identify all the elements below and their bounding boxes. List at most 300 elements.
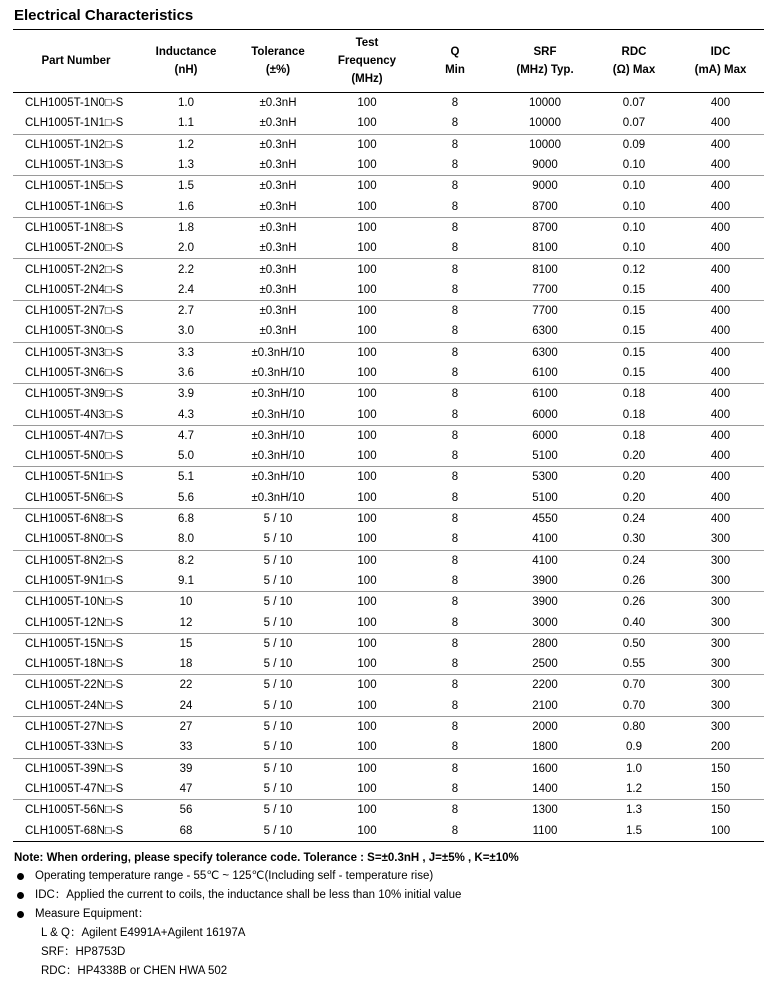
- q-min-cell: 8: [411, 633, 499, 654]
- part-number-cell: CLH1005T-2N0□-S: [25, 242, 124, 255]
- part-number-cell: CLH1005T-27N□-S: [13, 716, 139, 737]
- part-number-cell: CLH1005T-1N6□-S: [25, 200, 124, 213]
- tolerance-cell: 5 / 10: [263, 741, 293, 754]
- inductance-cell: 3.0: [178, 325, 194, 338]
- rdc-cell: 0.10: [591, 217, 677, 238]
- idc-cell: 400: [710, 97, 731, 110]
- rdc-cell: 0.07: [622, 97, 646, 110]
- tolerance-cell: 5 / 10: [233, 633, 323, 654]
- part-number-cell: CLH1005T-1N8□-S: [13, 217, 139, 238]
- rdc-cell: 0.70: [622, 699, 646, 712]
- q-min-cell: 8: [411, 758, 499, 779]
- bullet-icon: [17, 873, 24, 880]
- table-row: [13, 675, 764, 696]
- q-min-cell: 8: [451, 574, 459, 587]
- inductance-cell: 6.8: [139, 508, 233, 529]
- header-srf: SRF (MHz) Typ.: [499, 30, 591, 93]
- srf-cell: 5100: [532, 491, 558, 504]
- q-min-cell: 8: [451, 491, 459, 504]
- idc-cell: 400: [710, 325, 731, 338]
- part-number-cell: CLH1005T-3N9□-S: [13, 384, 139, 405]
- srf-cell: 6000: [532, 408, 558, 421]
- table-row: [13, 404, 764, 425]
- rdc-cell: 0.18: [591, 384, 677, 405]
- part-number-cell: CLH1005T-15N□-S: [13, 633, 139, 654]
- inductance-cell: 47: [179, 782, 193, 795]
- rdc-cell: 0.18: [591, 425, 677, 446]
- tolerance-cell: ±0.3nH/10: [251, 450, 305, 463]
- srf-cell: 2000: [499, 716, 591, 737]
- table-row: [13, 342, 764, 363]
- tolerance-cell: 5 / 10: [233, 508, 323, 529]
- tolerance-cell: ±0.3nH: [233, 134, 323, 155]
- q-min-cell: 8: [451, 699, 459, 712]
- table-row: [13, 280, 764, 301]
- part-number-cell: CLH1005T-1N5□-S: [13, 176, 139, 197]
- part-number-cell: CLH1005T-39N□-S: [13, 758, 139, 779]
- test-frequency-cell: 100: [357, 97, 377, 110]
- part-number-cell: CLH1005T-68N□-S: [13, 820, 139, 841]
- inductance-cell: 8.2: [139, 550, 233, 571]
- tolerance-cell: 5 / 10: [263, 574, 293, 587]
- tolerance-cell: 5 / 10: [263, 658, 293, 671]
- tolerance-cell: 5 / 10: [263, 699, 293, 712]
- tolerance-cell: 5 / 10: [263, 533, 293, 546]
- q-min-cell: 8: [411, 592, 499, 613]
- idc-cell: 300: [710, 533, 731, 546]
- table-row: [13, 384, 764, 405]
- inductance-cell: 15: [139, 633, 233, 654]
- test-frequency-cell: 100: [323, 176, 411, 197]
- srf-cell: 3900: [499, 592, 591, 613]
- part-number-cell: CLH1005T-1N0□-S: [25, 97, 124, 110]
- tolerance-cell: 5 / 10: [233, 716, 323, 737]
- q-min-cell: 8: [411, 467, 499, 488]
- table-row: [13, 300, 764, 321]
- table-row: [13, 217, 764, 238]
- idc-cell: 400: [677, 259, 764, 280]
- rdc-cell: 0.20: [622, 450, 646, 463]
- tolerance-cell: 5 / 10: [233, 758, 323, 779]
- part-number-cell: CLH1005T-18N□-S: [25, 658, 124, 671]
- q-min-cell: 8: [411, 675, 499, 696]
- idc-cell: 300: [710, 699, 731, 712]
- test-frequency-cell: 100: [323, 300, 411, 321]
- table-row: [13, 612, 764, 633]
- idc-cell: 400: [710, 200, 731, 213]
- idc-cell: 150: [677, 758, 764, 779]
- electrical-characteristics-table: [13, 29, 764, 842]
- tolerance-cell: ±0.3nH/10: [251, 491, 305, 504]
- tolerance-cell: ±0.3nH/10: [251, 408, 305, 421]
- srf-cell: 6300: [532, 325, 558, 338]
- inductance-cell: 1.3: [178, 159, 194, 172]
- rdc-cell: 0.09: [591, 134, 677, 155]
- part-number-cell: CLH1005T-9N1□-S: [25, 574, 124, 587]
- test-frequency-cell: 100: [357, 699, 377, 712]
- tolerance-cell: ±0.3nH: [259, 283, 297, 296]
- rdc-cell: 0.70: [591, 675, 677, 696]
- q-min-cell: 8: [451, 159, 459, 172]
- tolerance-cell: 5 / 10: [233, 550, 323, 571]
- q-min-cell: 8: [411, 716, 499, 737]
- inductance-cell: 18: [179, 658, 193, 671]
- table-row: [13, 571, 764, 592]
- idc-cell: 300: [710, 616, 731, 629]
- idc-cell: 400: [710, 117, 731, 130]
- header-test-frequency: Test Frequency (MHz): [323, 30, 411, 93]
- srf-cell: 1300: [499, 800, 591, 821]
- test-frequency-cell: 100: [323, 550, 411, 571]
- header-rdc: RDC (Ω) Max: [591, 30, 677, 93]
- q-min-cell: 8: [411, 342, 499, 363]
- srf-cell: 2500: [532, 658, 558, 671]
- srf-cell: 1100: [499, 820, 591, 841]
- inductance-cell: 5.1: [139, 467, 233, 488]
- q-min-cell: 8: [411, 217, 499, 238]
- rdc-cell: 0.20: [591, 467, 677, 488]
- rdc-cell: 0.26: [591, 592, 677, 613]
- part-number-cell: CLH1005T-3N0□-S: [25, 325, 124, 338]
- part-number-cell: CLH1005T-47N□-S: [25, 782, 124, 795]
- tolerance-cell: ±0.3nH/10: [233, 467, 323, 488]
- note-bullet-text: IDC：Applied the current to coils, the inductance shall be less than 10% initial value: [35, 889, 462, 901]
- idc-cell: 400: [677, 384, 764, 405]
- inductance-cell: 10: [139, 592, 233, 613]
- tolerance-cell: ±0.3nH: [233, 300, 323, 321]
- inductance-cell: 2.2: [139, 259, 233, 280]
- srf-cell: 4100: [532, 533, 558, 546]
- idc-cell: 400: [710, 491, 731, 504]
- q-min-cell: 8: [411, 384, 499, 405]
- srf-cell: 8100: [499, 259, 591, 280]
- part-number-cell: CLH1005T-24N□-S: [25, 699, 124, 712]
- part-number-cell: CLH1005T-3N6□-S: [25, 367, 124, 379]
- tolerance-cell: 5 / 10: [233, 820, 323, 841]
- rdc-cell: 1.2: [626, 782, 642, 795]
- test-frequency-cell: 100: [357, 450, 377, 463]
- table-row: [13, 321, 764, 342]
- idc-cell: 300: [710, 658, 731, 671]
- test-frequency-cell: 100: [323, 675, 411, 696]
- table-row: [13, 550, 764, 571]
- table-row: [13, 363, 764, 384]
- test-frequency-cell: 100: [357, 491, 377, 504]
- q-min-cell: 8: [451, 200, 459, 213]
- tolerance-cell: ±0.3nH: [259, 200, 297, 213]
- test-frequency-cell: 100: [357, 741, 377, 754]
- inductance-cell: 4.7: [139, 425, 233, 446]
- part-number-cell: CLH1005T-56N□-S: [13, 800, 139, 821]
- inductance-cell: 12: [179, 616, 193, 629]
- idc-cell: 400: [710, 408, 731, 421]
- tolerance-cell: ±0.3nH/10: [233, 425, 323, 446]
- inductance-cell: 24: [179, 699, 193, 712]
- srf-cell: 7700: [499, 300, 591, 321]
- header-tolerance: Tolerance (±%): [233, 30, 323, 93]
- table-row: [13, 820, 764, 841]
- rdc-cell: 0.80: [591, 716, 677, 737]
- bullet-icon: [17, 911, 24, 918]
- tolerance-cell: ±0.3nH: [259, 242, 297, 255]
- srf-cell: 6100: [499, 384, 591, 405]
- section-title: Electrical Characteristics: [14, 7, 194, 24]
- srf-cell: 4550: [499, 508, 591, 529]
- q-min-cell: 8: [451, 533, 459, 546]
- idc-cell: 400: [710, 283, 731, 296]
- table-header-row: [13, 30, 764, 93]
- rdc-cell: 0.10: [622, 159, 646, 172]
- srf-cell: 4100: [499, 550, 591, 571]
- inductance-cell: 22: [139, 675, 233, 696]
- srf-cell: 6100: [532, 367, 558, 379]
- equipment-srf: SRF：HP8753D: [41, 946, 126, 958]
- srf-cell: 3000: [532, 616, 558, 629]
- idc-cell: 400: [677, 508, 764, 529]
- q-min-cell: 8: [451, 117, 459, 130]
- test-frequency-cell: 100: [357, 658, 377, 671]
- q-min-cell: 8: [451, 283, 459, 296]
- idc-cell: 400: [710, 450, 731, 463]
- test-frequency-cell: 100: [357, 283, 377, 296]
- test-frequency-cell: 100: [323, 758, 411, 779]
- rdc-cell: 0.40: [622, 616, 646, 629]
- idc-cell: 300: [677, 675, 764, 696]
- idc-cell: 400: [677, 342, 764, 363]
- note-bullet-temperature: [14, 867, 764, 886]
- idc-cell: 300: [677, 633, 764, 654]
- q-min-cell: 8: [411, 176, 499, 197]
- part-number-cell: CLH1005T-33N□-S: [25, 741, 124, 754]
- q-min-cell: 8: [411, 425, 499, 446]
- rdc-cell: 0.10: [622, 242, 646, 255]
- rdc-cell: 0.15: [622, 325, 646, 338]
- table-row: [13, 758, 764, 779]
- header-idc: IDC (mA) Max: [677, 30, 764, 93]
- tolerance-cell: ±0.3nH: [233, 176, 323, 197]
- rdc-cell: 0.15: [622, 283, 646, 296]
- q-min-cell: 8: [411, 300, 499, 321]
- part-number-cell: CLH1005T-4N7□-S: [13, 425, 139, 446]
- idc-cell: 400: [677, 300, 764, 321]
- header-part-number: Part Number: [13, 30, 139, 93]
- tolerance-cell: ±0.3nH: [259, 117, 297, 130]
- tolerance-cell: 5 / 10: [233, 800, 323, 821]
- note-bullet-text: Measure Equipment：: [35, 908, 150, 920]
- test-frequency-cell: 100: [357, 117, 377, 130]
- header-q-min: Q Min: [411, 30, 499, 93]
- part-number-cell: CLH1005T-8N2□-S: [13, 550, 139, 571]
- test-frequency-cell: 100: [357, 325, 377, 338]
- table-row: [13, 529, 764, 550]
- inductance-cell: 33: [179, 741, 193, 754]
- table-row: [13, 467, 764, 488]
- test-frequency-cell: 100: [357, 616, 377, 629]
- q-min-cell: 8: [411, 550, 499, 571]
- table-row: [13, 155, 764, 176]
- note-bullet-text: Operating temperature range - 55℃ ~ 125℃(Including self - temperature rise): [35, 870, 434, 882]
- part-number-cell: CLH1005T-5N1□-S: [13, 467, 139, 488]
- srf-cell: 1800: [532, 741, 558, 754]
- table-row: [13, 259, 764, 280]
- table-row: [13, 508, 764, 529]
- part-number-cell: CLH1005T-3N3□-S: [13, 342, 139, 363]
- rdc-cell: 0.55: [622, 658, 646, 671]
- note-bullet-idc: [14, 886, 764, 905]
- srf-cell: 1400: [532, 782, 558, 795]
- tolerance-cell: 5 / 10: [263, 782, 293, 795]
- inductance-cell: 2.0: [178, 242, 194, 255]
- srf-cell: 8100: [532, 242, 558, 255]
- test-frequency-cell: 100: [357, 533, 377, 546]
- table-row: [13, 238, 764, 259]
- q-min-cell: 8: [451, 325, 459, 338]
- table-row: [13, 779, 764, 800]
- rdc-cell: 0.24: [591, 508, 677, 529]
- q-min-cell: 8: [451, 782, 459, 795]
- table-row: [13, 696, 764, 717]
- part-number-cell: CLH1005T-12N□-S: [25, 616, 124, 629]
- q-min-cell: 8: [451, 97, 459, 110]
- srf-cell: 5300: [499, 467, 591, 488]
- test-frequency-cell: 100: [357, 408, 377, 421]
- table-row: [13, 113, 764, 134]
- rdc-cell: 1.0: [591, 758, 677, 779]
- test-frequency-cell: 100: [323, 425, 411, 446]
- q-min-cell: 8: [451, 450, 459, 463]
- rdc-cell: 0.30: [622, 533, 646, 546]
- test-frequency-cell: 100: [357, 159, 377, 172]
- inductance-cell: 27: [139, 716, 233, 737]
- rdc-cell: 0.18: [622, 408, 646, 421]
- part-number-cell: CLH1005T-10N□-S: [13, 592, 139, 613]
- srf-cell: 2200: [499, 675, 591, 696]
- tolerance-cell: ±0.3nH: [233, 217, 323, 238]
- header-inductance: Inductance (nH): [139, 30, 233, 93]
- table-row: [13, 446, 764, 467]
- test-frequency-cell: 100: [357, 200, 377, 213]
- tolerance-cell: ±0.3nH/10: [233, 342, 323, 363]
- rdc-cell: 0.10: [591, 176, 677, 197]
- table-body: [13, 93, 764, 842]
- srf-cell: 5100: [532, 450, 558, 463]
- table-row: [13, 488, 764, 509]
- idc-cell: 400: [677, 134, 764, 155]
- rdc-cell: 0.20: [622, 491, 646, 504]
- idc-cell: 400: [677, 467, 764, 488]
- q-min-cell: 8: [411, 820, 499, 841]
- inductance-cell: 3.3: [139, 342, 233, 363]
- table-row: [13, 716, 764, 737]
- srf-cell: 6300: [499, 342, 591, 363]
- part-number-cell: CLH1005T-1N3□-S: [25, 159, 124, 172]
- tolerance-cell: ±0.3nH/10: [251, 367, 305, 379]
- test-frequency-cell: 100: [323, 134, 411, 155]
- inductance-cell: 2.4: [178, 283, 194, 296]
- srf-cell: 1600: [499, 758, 591, 779]
- equipment-rdc: RDC：HP4338B or CHEN HWA 502: [41, 965, 228, 977]
- q-min-cell: 8: [451, 741, 459, 754]
- test-frequency-cell: 100: [323, 467, 411, 488]
- table-row: [13, 176, 764, 197]
- idc-cell: 100: [677, 820, 764, 841]
- notes-section: [14, 849, 764, 981]
- idc-cell: 300: [677, 716, 764, 737]
- test-frequency-cell: 100: [357, 367, 377, 379]
- srf-cell: 7700: [532, 283, 558, 296]
- rdc-cell: 1.5: [591, 820, 677, 841]
- note-bullet-equipment: [14, 905, 764, 924]
- rdc-cell: 0.10: [622, 200, 646, 213]
- tolerance-cell: ±0.3nH: [259, 159, 297, 172]
- bullet-icon: [17, 892, 24, 899]
- inductance-cell: 1.1: [178, 117, 194, 130]
- part-number-cell: CLH1005T-2N7□-S: [13, 300, 139, 321]
- part-number-cell: CLH1005T-2N2□-S: [13, 259, 139, 280]
- idc-cell: 300: [677, 550, 764, 571]
- part-number-cell: CLH1005T-8N0□-S: [25, 533, 124, 546]
- test-frequency-cell: 100: [323, 633, 411, 654]
- srf-cell: 10000: [529, 97, 561, 110]
- table-row: [13, 633, 764, 654]
- tolerance-cell: ±0.3nH: [259, 325, 297, 338]
- idc-cell: 150: [710, 782, 731, 795]
- table-row: [13, 800, 764, 821]
- test-frequency-cell: 100: [323, 342, 411, 363]
- idc-cell: 300: [677, 592, 764, 613]
- rdc-cell: 0.24: [591, 550, 677, 571]
- q-min-cell: 8: [451, 616, 459, 629]
- rdc-cell: 0.9: [626, 741, 642, 754]
- inductance-cell: 3.6: [178, 367, 194, 379]
- inductance-cell: 9.1: [178, 574, 194, 587]
- part-number-cell: CLH1005T-2N4□-S: [25, 283, 124, 296]
- test-frequency-cell: 100: [323, 217, 411, 238]
- rdc-cell: 0.15: [591, 300, 677, 321]
- test-frequency-cell: 100: [323, 259, 411, 280]
- table-row: [13, 425, 764, 446]
- inductance-cell: 1.5: [139, 176, 233, 197]
- inductance-cell: 4.3: [178, 408, 194, 421]
- q-min-cell: 8: [451, 408, 459, 421]
- test-frequency-cell: 100: [357, 782, 377, 795]
- test-frequency-cell: 100: [323, 508, 411, 529]
- idc-cell: 200: [710, 741, 731, 754]
- srf-cell: 2800: [499, 633, 591, 654]
- test-frequency-cell: 100: [323, 800, 411, 821]
- inductance-cell: 5.6: [178, 491, 194, 504]
- idc-cell: 400: [710, 242, 731, 255]
- idc-cell: 400: [677, 176, 764, 197]
- table-row: [13, 592, 764, 613]
- part-number-cell: CLH1005T-1N1□-S: [25, 117, 124, 130]
- inductance-cell: 3.9: [139, 384, 233, 405]
- q-min-cell: 8: [451, 658, 459, 671]
- tolerance-cell: 5 / 10: [233, 675, 323, 696]
- srf-cell: 9000: [499, 176, 591, 197]
- idc-cell: 400: [710, 367, 731, 379]
- rdc-cell: 0.15: [622, 367, 646, 379]
- tolerance-cell: 5 / 10: [263, 616, 293, 629]
- q-min-cell: 8: [451, 242, 459, 255]
- part-number-cell: CLH1005T-1N2□-S: [13, 134, 139, 155]
- inductance-cell: 1.6: [178, 200, 194, 213]
- q-min-cell: 8: [411, 134, 499, 155]
- tolerance-cell: ±0.3nH: [259, 97, 297, 110]
- tolerance-cell: ±0.3nH/10: [233, 384, 323, 405]
- rdc-cell: 0.26: [622, 574, 646, 587]
- table-row: [13, 93, 764, 114]
